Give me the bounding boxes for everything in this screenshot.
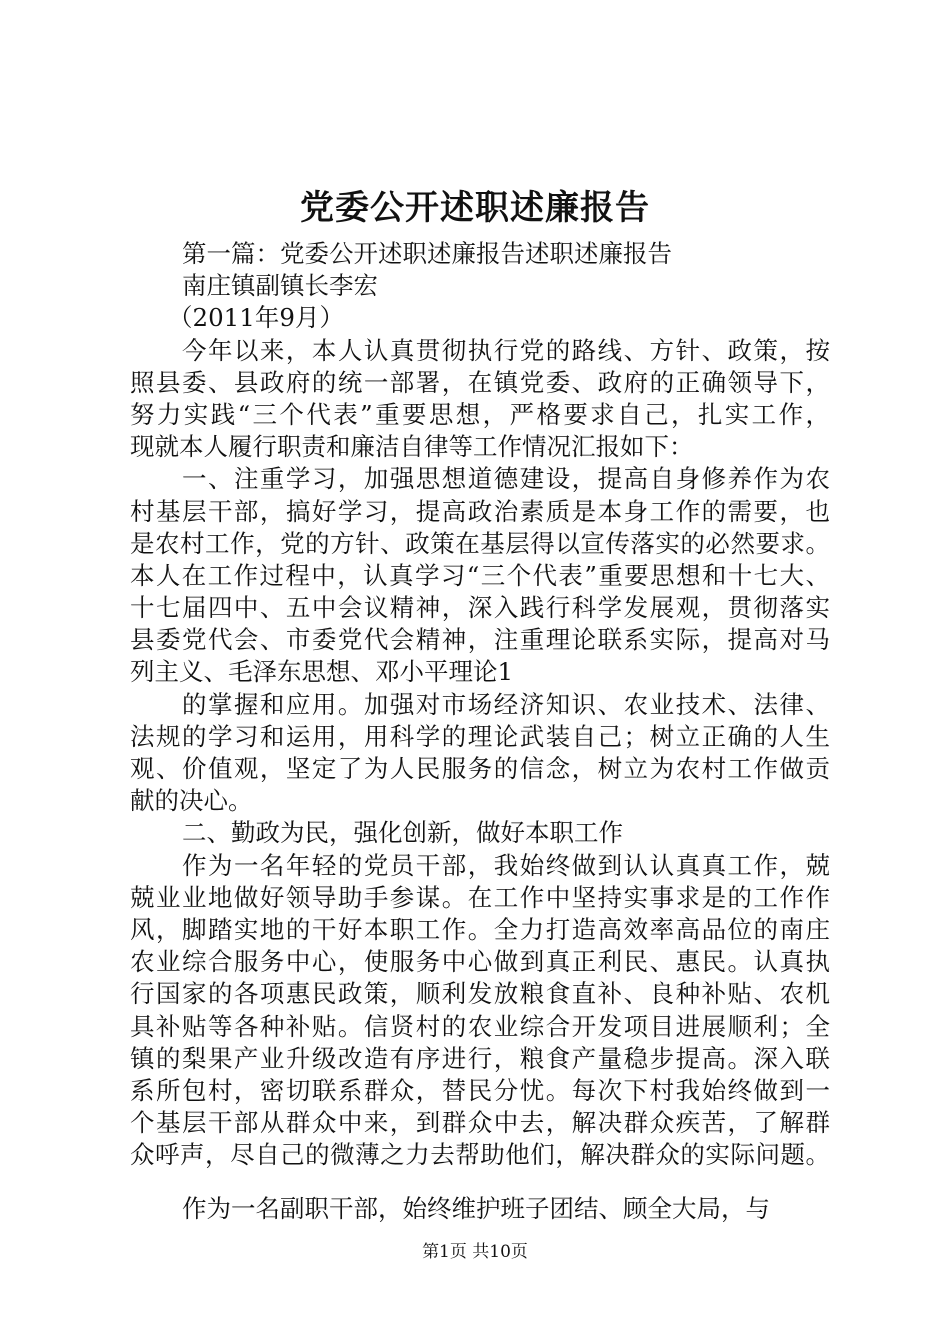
text-line: 的掌握和应用。加强对市场经济知识、农业技术、法律、: [182, 689, 830, 719]
text-line: 作为一名副职干部，始终维护班子团结、顾全大局，与: [182, 1194, 770, 1224]
page-footer: 第1页 共10页: [422, 1242, 528, 1262]
document-title: 党委公开述职述廉报告: [300, 188, 650, 228]
text-line: （2011年9月）: [168, 303, 344, 333]
section-heading: 二、勤政为民，强化创新，做好本职工作: [182, 818, 623, 848]
text-line: 本人在工作过程中，认真学习“三个代表”重要思想和十七大、: [130, 560, 830, 590]
text-line: 今年以来，本人认真贯彻执行党的路线、方针、政策，按: [182, 335, 830, 365]
text-line: 十七届四中、五中会议精神，深入践行科学发展观，贯彻落实: [130, 593, 830, 623]
text-line: 是农村工作，党的方针、政策在基层得以宣传落实的必然要求。: [130, 528, 830, 558]
text-line: 个基层干部从群众中来，到群众中去，解决群众疾苦，了解群: [130, 1108, 830, 1138]
text-line: 县委党代会、市委党代会精神，注重理论联系实际，提高对马: [130, 625, 830, 655]
text-line: 镇的梨果产业升级改造有序进行，粮食产量稳步提高。深入联: [130, 1043, 830, 1073]
text-line: 努力实践“三个代表”重要思想，严格要求自己，扎实工作，: [130, 399, 830, 429]
text-line: 观、价值观，坚定了为人民服务的信念，树立为农村工作做贡: [130, 754, 830, 783]
text-line: 系所包村，密切联系群众，替民分忧。每次下村我始终做到一: [130, 1075, 830, 1105]
text-line: 农业综合服务中心，使服务中心做到真正利民、惠民。认真执: [130, 947, 830, 977]
text-line: 一、注重学习，加强思想道德建设，提高自身修养作为农: [182, 464, 830, 494]
text-line: 行国家的各项惠民政策，顺利发放粮食直补、良种补贴、农机: [130, 979, 830, 1009]
text-line: 献的决心。: [130, 786, 253, 816]
text-line: 兢业业地做好领导助手参谋。在工作中坚持实事求是的工作作: [130, 882, 830, 912]
text-line: 具补贴等各种补贴。信贤村的农业综合开发项目进展顺利；全: [130, 1011, 830, 1041]
text-line: 第一篇：党委公开述职述廉报告述职述廉报告: [182, 239, 672, 268]
text-line: 照县委、县政府的统一部署，在镇党委、政府的正确领导下，: [130, 367, 830, 397]
document-body: [130, 238, 830, 1226]
text-line: 法规的学习和运用，用科学的理论武装自己；树立正确的人生: [130, 721, 830, 751]
text-line: 风，脚踏实地的干好本职工作。全力打造高效率高品位的南庄: [130, 914, 830, 944]
text-line: 村基层干部，搞好学习，提高政治素质是本身工作的需要，也: [130, 496, 830, 526]
text-line: 南庄镇副镇长李宏: [182, 271, 378, 301]
text-line: 现就本人履行职责和廉洁自律等工作情况汇报如下：: [130, 432, 694, 462]
text-line: 作为一名年轻的党员干部，我始终做到认认真真工作，兢: [182, 850, 830, 880]
text-line: 列主义、毛泽东思想、邓小平理论1: [130, 657, 514, 687]
text-line: 众呼声，尽自己的微薄之力去帮助他们，解决群众的实际问题。: [130, 1140, 830, 1170]
